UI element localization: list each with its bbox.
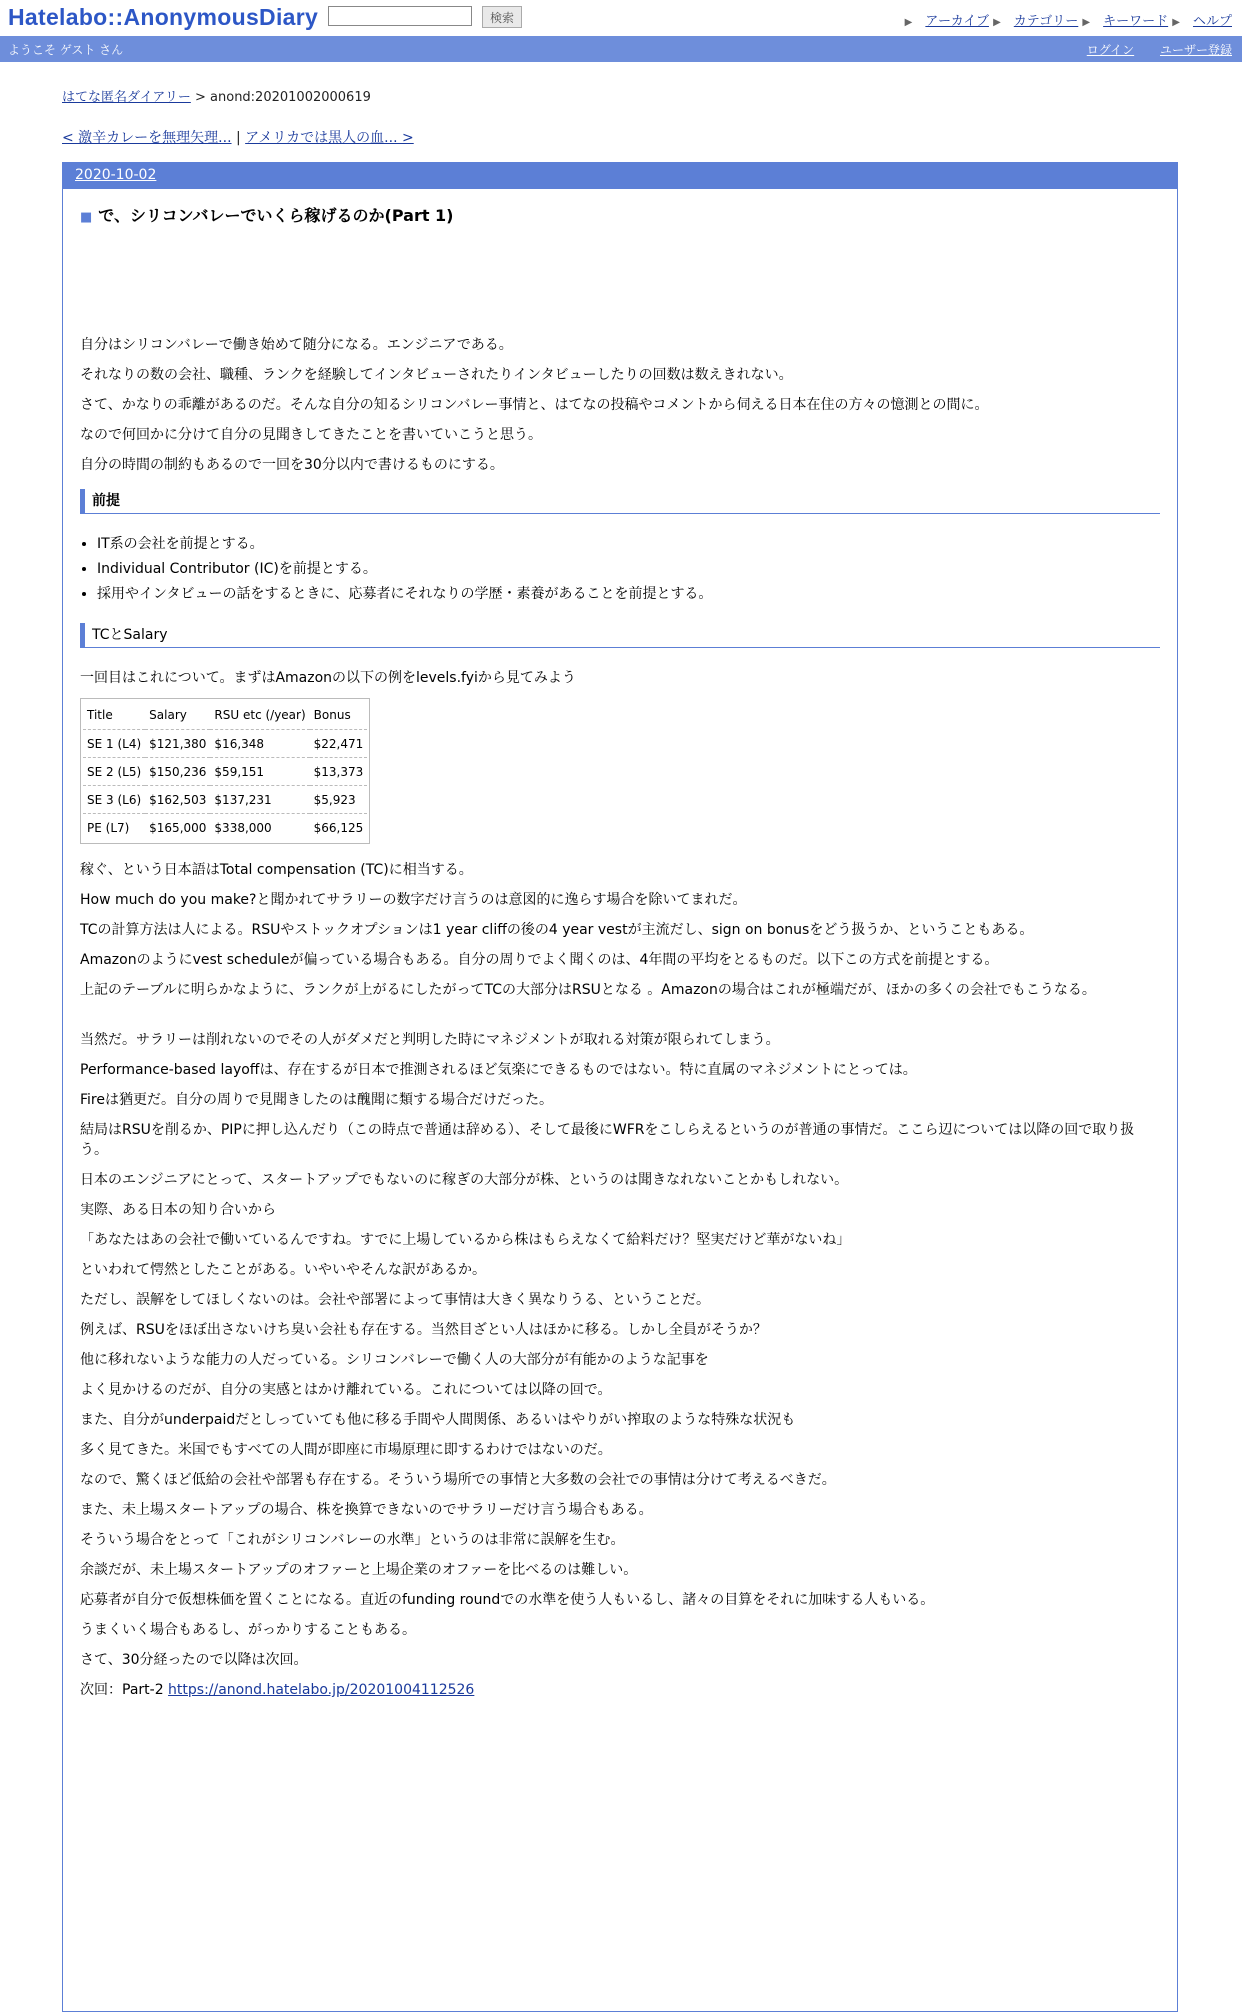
table-cell: SE 2 (L5): [83, 758, 145, 786]
paragraph: うまくいく場合もあるし、がっかりすることもある。: [80, 1622, 416, 1638]
welcome-text: ようこそ ゲスト さん: [8, 43, 124, 57]
top-bar: [0, 0, 1242, 36]
top-nav: [905, 10, 1232, 29]
breadcrumb-root-link[interactable]: はてな匿名ダイアリー: [62, 90, 191, 105]
table-row: [83, 786, 367, 814]
table-header-cell: Salary: [145, 701, 210, 730]
site-logo[interactable]: Hatelabo::AnonymousDiary: [8, 4, 319, 30]
entry-body: [80, 335, 1160, 1710]
paragraph: また、自分がunderpaidだとしっていても他に移る手間や人間関係、あるいはやりがい搾取のような特殊な状況も: [80, 1412, 796, 1428]
next-part-paragraph: [80, 1680, 1160, 1710]
paragraph: なので何回かに分けて自分の見聞きしてきたことを書いていこうと思う。: [80, 427, 542, 443]
breadcrumb: [62, 86, 371, 105]
paragraph: そういう場合をとって「これがシリコンバレーの水準」というのは非常に誤解を生む。: [80, 1532, 625, 1548]
table-cell: SE 1 (L4): [83, 730, 145, 758]
table-header-cell: Bonus: [310, 701, 368, 730]
table-cell: SE 3 (L6): [83, 786, 145, 814]
table-row: [83, 730, 367, 758]
paragraph: 例えば、RSUをほぼ出さないけち臭い会社も存在する。当然目ざとい人はほかに移る。しかし全員がそうか？: [80, 1322, 767, 1338]
table-row: [83, 814, 367, 841]
paragraph: Performance-based layoffは、存在するが日本で推測されるほど気楽にできるものではない。特に直属のマネジメントにとっては。: [80, 1062, 917, 1078]
arrow-icon: ▶: [1172, 17, 1180, 28]
paragraph: 応募者が自分で仮想株価を置くことになる。直近のfunding roundでの水準を使う人もいるし、諸々の目算をそれに加味する人もいる。: [80, 1592, 935, 1608]
welcome-bar: [0, 36, 1242, 62]
paragraph: といわれて愕然としたことがある。いやいやそんな訳があるか。: [80, 1262, 486, 1278]
paragraph: TCの計算方法は人による。RSUやストックオプションは1 year cliffの後の4 year vestが主流だし、sign on bonusをどう扱うか、ということもある。: [80, 922, 1034, 938]
paragraph: 上記のテーブルに明らかなように、ランクが上がるにしたがってTCの大部分はRSUとなる 。Amazonの場合はこれが極端だが、ほかの多くの会社でもこうなる。: [80, 982, 1096, 998]
prev-next-separator: |: [235, 130, 241, 146]
list-item: • Individual Contributor (IC)を前提とする。: [97, 559, 1160, 584]
paragraph: 他に移れないような能力の人だっている。シリコンバレーで働く人の大部分が有能かのような記事を: [80, 1352, 709, 1368]
permalink-square-icon[interactable]: ■: [80, 210, 93, 225]
table-cell: $150,236: [145, 758, 210, 786]
paragraph: 当然だ。サラリーは削れないのでその人がダメだと判明した時にマネジメントが取れる対策が限られてしまう。: [80, 1032, 780, 1048]
breadcrumb-current: anond:20201002000619: [210, 90, 371, 105]
paragraph: Amazonのようにvest scheduleが偏っている場合もある。自分の周りでよく聞くのは、4年間の平均をとるものだ。以下この方式を前提とする。: [80, 952, 999, 968]
paragraph: 自分はシリコンバレーで働き始めて随分になる。エンジニアである。: [80, 337, 513, 353]
entry-title: [80, 203, 1160, 227]
table-cell: $16,348: [210, 730, 309, 758]
day-header: [63, 163, 1177, 189]
nav-archive-link[interactable]: アーカイブ: [925, 14, 989, 29]
table-cell: $13,373: [310, 758, 368, 786]
section-heading-tc-salary: TCとSalary: [80, 623, 1160, 648]
table-cell: $22,471: [310, 730, 368, 758]
login-link[interactable]: ログイン: [1086, 43, 1135, 57]
paragraph: 一回目はこれについて。まずはAmazonの以下の例をlevels.fyiから見てみよう: [80, 670, 576, 686]
arrow-icon: ▶: [904, 17, 913, 28]
paragraph: 「あなたはあの会社で働いているんですね。すでに上場しているから株はもらえなくて給料だけ？堅実だけど華がないね」: [80, 1232, 851, 1248]
next-part-label: 次回：Part-2: [80, 1682, 169, 1698]
paragraph: 自分の時間の制約もあるので一回を30分以内で書けるものにする。: [80, 457, 504, 473]
compensation-table: [80, 698, 370, 844]
breadcrumb-separator: >: [194, 90, 206, 105]
paragraph: ただし、誤解をしてほしくないのは。会社や部署によって事情は大きく異なりうる、ということだ。: [80, 1292, 710, 1308]
day-section: [62, 162, 1178, 2012]
paragraph: 結局はRSUを削るか、PIPに押し込んだり（この時点で普通は辞める）、そして最後にWFRをこしらえるというのが普通の事情だ。ここら辺については以降の回で取り扱う。: [80, 1122, 1135, 1158]
entry-title-text: で、シリコンバレーでいくら稼げるのか(Part 1): [98, 206, 454, 225]
paragraph: Fireは猶更だ。自分の周りで見聞きしたのは醜聞に類する場合だけだった。: [80, 1092, 553, 1108]
search-input[interactable]: [328, 6, 472, 26]
day-date-link[interactable]: 2020-10-02: [75, 167, 157, 183]
paragraph: How much do you make?と聞かれてサラリーの数字だけ言うのは意図的に逸らす場合を除いてまれだ。: [80, 892, 747, 908]
table-cell: PE (L7): [87, 820, 130, 835]
table-cell: $165,000: [149, 820, 207, 835]
table-cell: $121,380: [145, 730, 210, 758]
next-entry-link[interactable]: アメリカでは黒人の血... >: [245, 130, 414, 146]
user-links: [1065, 41, 1232, 58]
paragraph: なので、驚くほど低給の会社や部署も存在する。そういう場所での事情と大多数の会社での事情は分けて考えるべきだ。: [80, 1472, 836, 1488]
table-header-cell: RSU etc (/year): [210, 701, 309, 730]
section-heading-premise: 前提: [80, 489, 1160, 514]
table-cell: $66,125: [313, 820, 364, 835]
paragraph: 多く見てきた。米国でもすべての人間が即座に市場原理に即するわけではないのだ。: [80, 1442, 612, 1458]
table-cell: $338,000: [214, 820, 272, 835]
register-link[interactable]: ユーザー登録: [1159, 43, 1232, 57]
list-item: • IT系の会社を前提とする。: [97, 534, 1160, 559]
table-cell: $162,503: [145, 786, 210, 814]
table-row: [83, 758, 367, 786]
table-cell: $5,923: [310, 786, 368, 814]
nav-help-link[interactable]: ヘルプ: [1192, 14, 1232, 29]
paragraph: 日本のエンジニアにとって、スタートアップでもないのに稼ぎの大部分が株、というのは聞きなれないことかもしれない。: [80, 1172, 849, 1188]
table-header-cell: Title: [83, 701, 145, 730]
search-button[interactable]: 検索: [482, 6, 522, 28]
table-cell: $137,231: [210, 786, 309, 814]
paragraph: それなりの数の会社、職種、ランクを経験してインタビューされたりインタビューしたりの回数は数えきれない。: [80, 367, 793, 383]
paragraph: 余談だが、未上場スタートアップのオファーと上場企業のオファーを比べるのは難しい。: [80, 1562, 638, 1578]
paragraph: 実際、ある日本の知り合いから: [80, 1202, 276, 1218]
table-cell: $59,151: [210, 758, 309, 786]
arrow-icon: ▶: [993, 17, 1001, 28]
prev-entry-link[interactable]: < 激辛カレーを無理矢理...: [62, 130, 232, 146]
paragraph: 稼ぐ、という日本語はTotal compensation (TC)に相当する。: [80, 862, 473, 878]
paragraph: さて、30分経ったので以降は次回。: [80, 1652, 308, 1668]
table-header-row: [83, 701, 367, 730]
arrow-icon: ▶: [1082, 17, 1091, 28]
premise-list: [80, 534, 1160, 609]
paragraph: また、未上場スタートアップの場合、株を換算できないのでサラリーだけ言う場合もある。: [80, 1502, 653, 1518]
nav-category-link[interactable]: カテゴリー: [1013, 14, 1079, 29]
nav-keyword-link[interactable]: キーワード: [1103, 14, 1169, 29]
next-part-link[interactable]: https://anond.hatelabo.jp/20201004112526: [168, 1682, 475, 1698]
paragraph: よく見かけるのだが、自分の実感とはかけ離れている。これについては以降の回で。: [80, 1382, 612, 1398]
paragraph: さて、かなりの乖離があるのだ。そんな自分の知るシリコンバレー事情と、はてなの投稿やコメントから伺える日本在住の方々の憶測との間に。: [80, 397, 989, 413]
entry: [80, 203, 1160, 1710]
list-item: • 採用やインタビューの話をするときに、応募者にそれなりの学歴・素養があることを前提とする。: [97, 584, 1160, 609]
prev-next-nav: [62, 127, 414, 147]
